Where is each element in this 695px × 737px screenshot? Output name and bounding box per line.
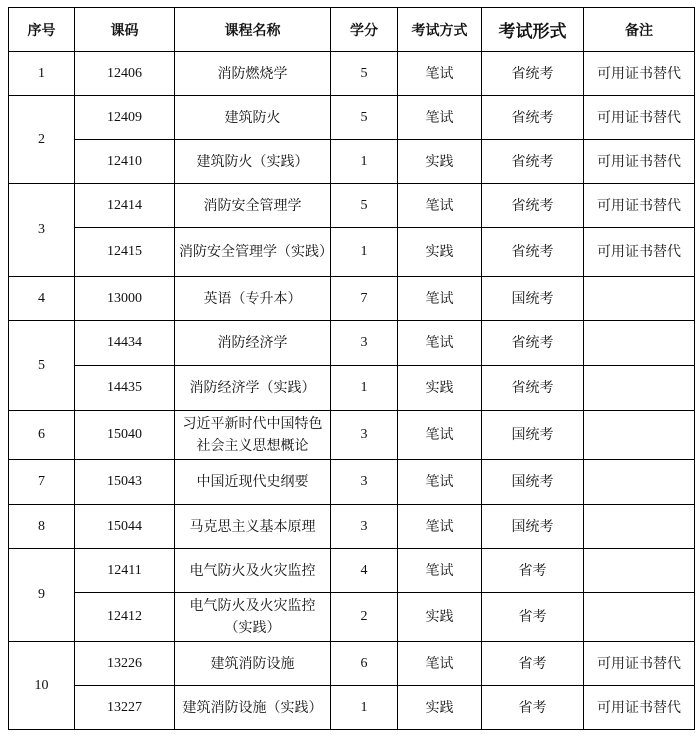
exam-form: 省统考 bbox=[482, 140, 584, 184]
course-table bbox=[8, 7, 695, 730]
course-code: 12409 bbox=[75, 96, 175, 140]
header-credit: 学分 bbox=[331, 8, 398, 52]
row-seq: 8 bbox=[9, 505, 75, 549]
table-row bbox=[9, 366, 695, 411]
exam-form: 省统考 bbox=[482, 184, 584, 228]
course-credit: 5 bbox=[331, 184, 398, 228]
exam-form: 省考 bbox=[482, 686, 584, 730]
course-credit: 2 bbox=[331, 593, 398, 642]
course-note bbox=[584, 460, 695, 505]
course-name: 消防经济学（实践） bbox=[175, 366, 331, 411]
course-note: 可用证书替代 bbox=[584, 52, 695, 96]
course-credit: 1 bbox=[331, 140, 398, 184]
course-note: 可用证书替代 bbox=[584, 96, 695, 140]
course-credit: 6 bbox=[331, 642, 398, 686]
course-code: 12411 bbox=[75, 549, 175, 593]
header-seq: 序号 bbox=[9, 8, 75, 52]
exam-form: 省统考 bbox=[482, 366, 584, 411]
row-seq: 7 bbox=[9, 460, 75, 505]
table-body bbox=[9, 52, 695, 730]
course-credit: 1 bbox=[331, 686, 398, 730]
course-code: 13226 bbox=[75, 642, 175, 686]
course-name: 建筑消防设施（实践） bbox=[175, 686, 331, 730]
header-row bbox=[9, 8, 695, 52]
header-note: 备注 bbox=[584, 8, 695, 52]
course-name: 建筑防火（实践） bbox=[175, 140, 331, 184]
table-row bbox=[9, 52, 695, 96]
course-note: 可用证书替代 bbox=[584, 642, 695, 686]
table-row bbox=[9, 184, 695, 228]
exam-method: 笔试 bbox=[398, 321, 482, 366]
row-seq: 4 bbox=[9, 277, 75, 321]
row-seq: 6 bbox=[9, 411, 75, 460]
course-name: 消防经济学 bbox=[175, 321, 331, 366]
exam-method: 笔试 bbox=[398, 411, 482, 460]
course-note bbox=[584, 366, 695, 411]
exam-form: 国统考 bbox=[482, 505, 584, 549]
course-credit: 1 bbox=[331, 228, 398, 277]
exam-form: 省考 bbox=[482, 593, 584, 642]
exam-form: 省统考 bbox=[482, 228, 584, 277]
course-note: 可用证书替代 bbox=[584, 140, 695, 184]
row-seq: 3 bbox=[9, 184, 75, 277]
course-note bbox=[584, 505, 695, 549]
exam-method: 笔试 bbox=[398, 52, 482, 96]
course-credit: 1 bbox=[331, 366, 398, 411]
course-code: 12414 bbox=[75, 184, 175, 228]
course-name: 中国近现代史纲要 bbox=[175, 460, 331, 505]
exam-method: 笔试 bbox=[398, 549, 482, 593]
course-name: 习近平新时代中国特色社会主义思想概论 bbox=[175, 411, 331, 460]
course-code: 15044 bbox=[75, 505, 175, 549]
row-seq: 10 bbox=[9, 642, 75, 730]
course-name: 电气防火及火灾监控（实践） bbox=[175, 593, 331, 642]
course-name: 马克思主义基本原理 bbox=[175, 505, 331, 549]
exam-method: 笔试 bbox=[398, 505, 482, 549]
row-seq: 9 bbox=[9, 549, 75, 642]
exam-method: 实践 bbox=[398, 686, 482, 730]
course-credit: 5 bbox=[331, 52, 398, 96]
course-note: 可用证书替代 bbox=[584, 184, 695, 228]
exam-method: 笔试 bbox=[398, 184, 482, 228]
course-name: 电气防火及火灾监控 bbox=[175, 549, 331, 593]
table-header bbox=[9, 8, 695, 52]
course-code: 13000 bbox=[75, 277, 175, 321]
table-row bbox=[9, 460, 695, 505]
course-note bbox=[584, 411, 695, 460]
exam-method: 实践 bbox=[398, 366, 482, 411]
course-credit: 3 bbox=[331, 321, 398, 366]
course-note bbox=[584, 593, 695, 642]
header-exam-method: 考试方式 bbox=[398, 8, 482, 52]
course-code: 12412 bbox=[75, 593, 175, 642]
exam-form: 国统考 bbox=[482, 460, 584, 505]
exam-form: 国统考 bbox=[482, 277, 584, 321]
table-row bbox=[9, 228, 695, 277]
exam-method: 笔试 bbox=[398, 96, 482, 140]
table-row bbox=[9, 96, 695, 140]
table-row bbox=[9, 549, 695, 593]
row-seq: 5 bbox=[9, 321, 75, 411]
exam-form: 省统考 bbox=[482, 52, 584, 96]
table-row bbox=[9, 505, 695, 549]
course-code: 12415 bbox=[75, 228, 175, 277]
course-credit: 3 bbox=[331, 411, 398, 460]
course-name: 消防安全管理学 bbox=[175, 184, 331, 228]
exam-method: 笔试 bbox=[398, 277, 482, 321]
course-note: 可用证书替代 bbox=[584, 228, 695, 277]
table-row bbox=[9, 642, 695, 686]
table-row bbox=[9, 140, 695, 184]
row-seq: 1 bbox=[9, 52, 75, 96]
course-name: 消防燃烧学 bbox=[175, 52, 331, 96]
header-exam-form: 考试形式 bbox=[482, 8, 584, 52]
header-code: 课码 bbox=[75, 8, 175, 52]
course-code: 14434 bbox=[75, 321, 175, 366]
exam-form: 省统考 bbox=[482, 96, 584, 140]
exam-method: 实践 bbox=[398, 593, 482, 642]
table-row bbox=[9, 411, 695, 460]
row-seq: 2 bbox=[9, 96, 75, 184]
course-code: 12410 bbox=[75, 140, 175, 184]
course-credit: 4 bbox=[331, 549, 398, 593]
table-row bbox=[9, 593, 695, 642]
exam-form: 省考 bbox=[482, 549, 584, 593]
course-credit: 5 bbox=[331, 96, 398, 140]
header-name: 课程名称 bbox=[175, 8, 331, 52]
course-note bbox=[584, 277, 695, 321]
course-name: 建筑防火 bbox=[175, 96, 331, 140]
exam-method: 实践 bbox=[398, 140, 482, 184]
course-code: 15043 bbox=[75, 460, 175, 505]
course-name: 建筑消防设施 bbox=[175, 642, 331, 686]
course-note: 可用证书替代 bbox=[584, 686, 695, 730]
table-row bbox=[9, 686, 695, 730]
course-credit: 3 bbox=[331, 460, 398, 505]
exam-form: 国统考 bbox=[482, 411, 584, 460]
exam-method: 笔试 bbox=[398, 642, 482, 686]
course-credit: 7 bbox=[331, 277, 398, 321]
course-note bbox=[584, 549, 695, 593]
exam-method: 笔试 bbox=[398, 460, 482, 505]
course-code: 12406 bbox=[75, 52, 175, 96]
course-note bbox=[584, 321, 695, 366]
course-code: 15040 bbox=[75, 411, 175, 460]
table-row bbox=[9, 277, 695, 321]
course-credit: 3 bbox=[331, 505, 398, 549]
course-code: 13227 bbox=[75, 686, 175, 730]
course-code: 14435 bbox=[75, 366, 175, 411]
exam-method: 实践 bbox=[398, 228, 482, 277]
course-name: 英语（专升本） bbox=[175, 277, 331, 321]
exam-form: 省统考 bbox=[482, 321, 584, 366]
course-name: 消防安全管理学（实践） bbox=[175, 228, 331, 277]
exam-form: 省考 bbox=[482, 642, 584, 686]
table-row bbox=[9, 321, 695, 366]
